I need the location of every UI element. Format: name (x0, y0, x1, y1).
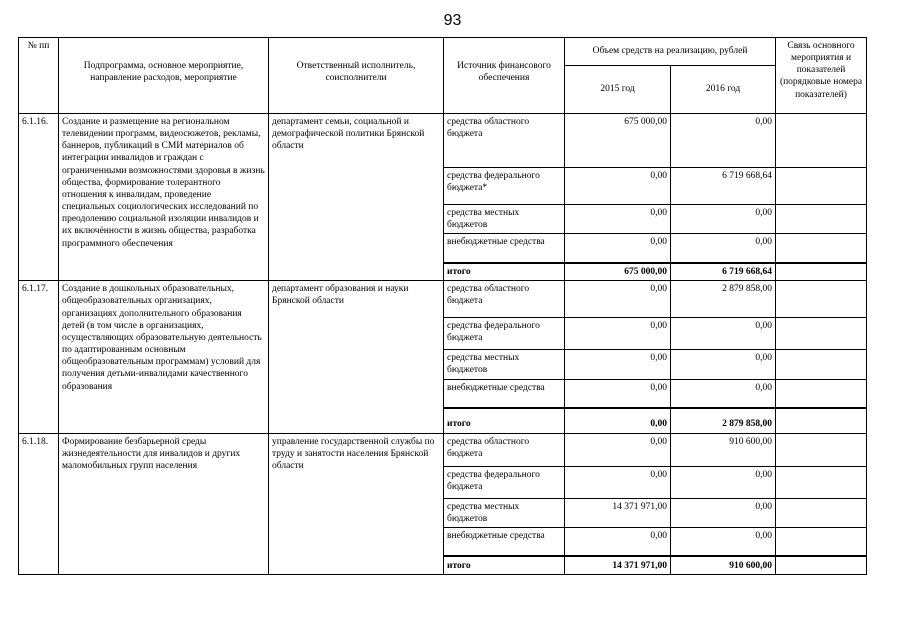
amount-2015: 0,00 (565, 234, 671, 263)
table-row (19, 114, 867, 168)
indicator-link (776, 379, 867, 408)
row-number: 6.1.18. (19, 433, 59, 574)
amount-2016: 6 719 668,64 (671, 263, 776, 281)
funding-source: средства федерального бюджета (444, 318, 565, 350)
amount-2015: 0,00 (565, 168, 671, 205)
program-description: Формирование безбарьерной среды жизнедеятельности для инвалидов и других маломобильных групп населения (59, 433, 269, 574)
amount-2016: 0,00 (671, 114, 776, 168)
indicator-link (776, 234, 867, 263)
total-label: итого (444, 263, 565, 281)
amount-2015: 0,00 (565, 205, 671, 234)
funding-source: средства федерального бюджета* (444, 168, 565, 205)
executor: департамент семьи, социальной и демографической политики Брянской области (269, 114, 444, 281)
indicator-link (776, 527, 867, 556)
amount-2015: 0,00 (565, 318, 671, 350)
table-row (19, 433, 867, 466)
amount-2015: 14 371 971,00 (565, 498, 671, 527)
amount-2016: 0,00 (671, 466, 776, 498)
amount-2016: 6 719 668,64 (671, 168, 776, 205)
indicator-link (776, 114, 867, 168)
funding-source: средства местных бюджетов (444, 498, 565, 527)
amount-2015: 0,00 (565, 379, 671, 408)
indicator-link (776, 350, 867, 379)
amount-2016: 0,00 (671, 350, 776, 379)
funding-source: средства областного бюджета (444, 281, 565, 318)
page-number: 93 (443, 12, 462, 29)
funding-source: внебюджетные средства (444, 527, 565, 556)
total-label: итого (444, 408, 565, 433)
header-source: Источник финансового обеспечения (444, 38, 565, 114)
amount-2016: 0,00 (671, 498, 776, 527)
funding-source: средства местных бюджетов (444, 350, 565, 379)
amount-2016: 2 879 858,00 (671, 408, 776, 433)
total-label: итого (444, 556, 565, 574)
header-program: Подпрограмма, основное мероприятие, направление расходов, мероприятие (59, 38, 269, 114)
program-description: Создание в дошкольных образовательных, общеобразовательных организациях, организациях дополнительного образования детей (в том числе в организациях, осуществляющих образовательную деятельность по адаптированным основным общеобразовательным программам) условий для получения детьми-инвалидами качественного образования (59, 281, 269, 433)
funding-source: средства областного бюджета (444, 114, 565, 168)
amount-2015: 0,00 (565, 350, 671, 379)
amount-2016: 0,00 (671, 527, 776, 556)
indicator-link (776, 408, 867, 433)
indicator-link (776, 466, 867, 498)
amount-2016: 0,00 (671, 318, 776, 350)
executor: управление государственной службы по труду и занятости населения Брянской области (269, 433, 444, 574)
amount-2015: 14 371 971,00 (565, 556, 671, 574)
program-description: Создание и размещение на региональном телевидении программ, видеосюжетов, рекламы, баннеров, публикаций в СМИ материалов об интеграции инвалидов и граждан с ограниченными возможностями здоровья в жизнь общества, формирование толерантного отношения к инвалидам, проведение специальных социологических исследований по преодолению социальной изоляции инвалидов и их включённости в жизнь общества, разработка программного обеспечения (59, 114, 269, 281)
header-2015: 2015 год (565, 66, 671, 114)
row-number: 6.1.16. (19, 114, 59, 281)
header-link: Связь основного мероприятия и показателей (порядковые номера показателей) (776, 38, 867, 114)
amount-2015: 675 000,00 (565, 263, 671, 281)
amount-2016: 0,00 (671, 205, 776, 234)
table-row (19, 281, 867, 318)
indicator-link (776, 433, 867, 466)
amount-2015: 0,00 (565, 466, 671, 498)
amount-2015: 0,00 (565, 527, 671, 556)
header-2016: 2016 год (671, 66, 776, 114)
funding-table (18, 37, 867, 575)
amount-2015: 0,00 (565, 408, 671, 433)
amount-2016: 2 879 858,00 (671, 281, 776, 318)
amount-2016: 910 600,00 (671, 556, 776, 574)
funding-source: внебюджетные средства (444, 379, 565, 408)
indicator-link (776, 205, 867, 234)
indicator-link (776, 263, 867, 281)
indicator-link (776, 498, 867, 527)
funding-source: средства местных бюджетов (444, 205, 565, 234)
indicator-link (776, 281, 867, 318)
amount-2016: 0,00 (671, 379, 776, 408)
amount-2015: 0,00 (565, 281, 671, 318)
indicator-link (776, 318, 867, 350)
amount-2015: 0,00 (565, 433, 671, 466)
funding-source: средства федерального бюджета (444, 466, 565, 498)
header-volume: Объем средств на реализацию, рублей (565, 38, 776, 66)
amount-2016: 0,00 (671, 234, 776, 263)
row-number: 6.1.17. (19, 281, 59, 433)
header-num: № пп (19, 38, 59, 114)
amount-2016: 910 600,00 (671, 433, 776, 466)
indicator-link (776, 556, 867, 574)
indicator-link (776, 168, 867, 205)
executor: департамент образования и науки Брянской области (269, 281, 444, 433)
funding-source: внебюджетные средства (444, 234, 565, 263)
header-executor: Ответственный исполнитель, соисполнители (269, 38, 444, 114)
funding-source: средства областного бюджета (444, 433, 565, 466)
amount-2015: 675 000,00 (565, 114, 671, 168)
